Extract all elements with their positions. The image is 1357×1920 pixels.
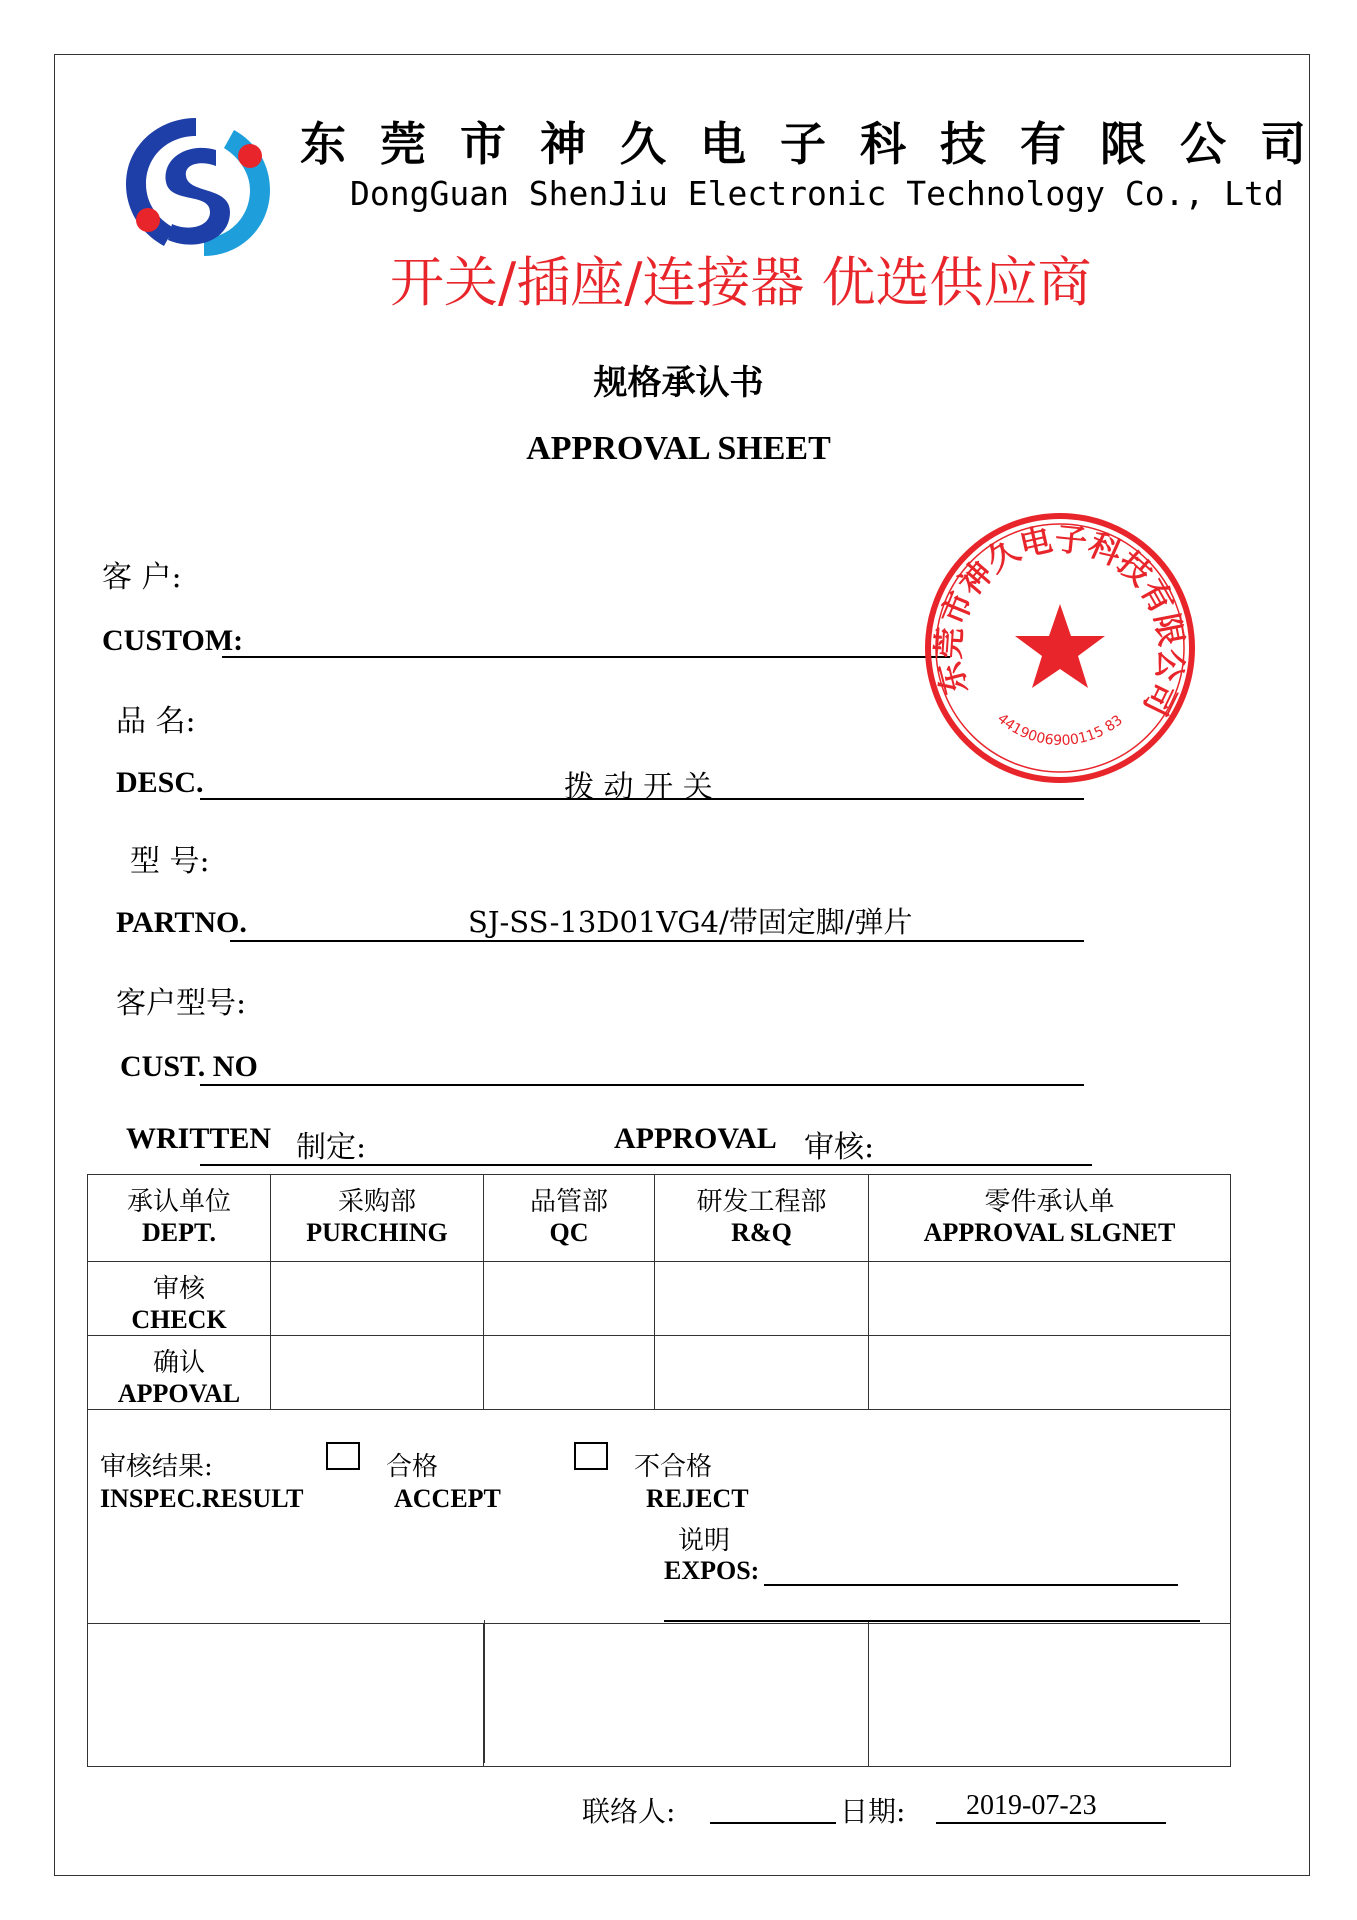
written-label-en: WRITTEN xyxy=(126,1122,272,1155)
slogan: 开关/插座/连接器 优选供应商 xyxy=(390,251,1092,314)
explain-label-en: EXPOS: xyxy=(664,1556,760,1585)
desc-label-en: DESC. xyxy=(116,766,204,799)
customer-label-en: CUSTOM: xyxy=(102,624,244,657)
seal-text: 东莞市神久电子科技有限公司 xyxy=(929,519,1191,722)
approval-label-cn: 审核: xyxy=(804,1130,875,1165)
date-label: 日期: xyxy=(840,1795,906,1828)
custno-label-cn: 客户型号: xyxy=(116,986,247,1021)
custno-line xyxy=(200,1084,1084,1086)
row-approval-label: 确认 APPOVAL xyxy=(88,1336,271,1410)
approval-approval-cell[interactable] xyxy=(869,1336,1231,1410)
signature-row xyxy=(88,1624,1231,1767)
accept-checkbox[interactable] xyxy=(326,1442,360,1470)
document-title-en: APPROVAL SHEET xyxy=(526,430,831,467)
contact-label: 联络人: xyxy=(582,1795,676,1828)
document-title-cn: 规格承认书 xyxy=(593,363,764,403)
signature-cell-1[interactable] xyxy=(88,1624,484,1767)
approval-rnq-cell[interactable] xyxy=(655,1336,869,1410)
company-name-cn: 东莞市神久电子科技有限公司 xyxy=(300,117,1340,171)
result-label-en: INSPEC.RESULT xyxy=(100,1484,304,1513)
part-label-en: PARTNO. xyxy=(116,906,247,939)
date-line[interactable] xyxy=(936,1822,1166,1824)
part-label-cn: 型 号: xyxy=(130,844,210,879)
customer-line xyxy=(222,656,950,658)
signature-cell-2[interactable] xyxy=(484,1624,869,1767)
table-row xyxy=(88,1262,1231,1336)
svg-text:4419006900115 83 xyxy=(994,711,1126,749)
header-approval-slgnet: 零件承认单 APPROVAL SLGNET xyxy=(869,1175,1231,1262)
reject-label-en: REJECT xyxy=(646,1484,749,1513)
approval-purching-cell[interactable] xyxy=(271,1336,484,1410)
reject-label-cn: 不合格 xyxy=(634,1452,713,1482)
check-qc-cell[interactable] xyxy=(484,1262,655,1336)
signature-divider xyxy=(868,1620,869,1763)
signature-divider xyxy=(484,1620,485,1763)
custno-label-en: CUST. NO xyxy=(120,1050,258,1083)
written-line xyxy=(200,1164,1092,1166)
row-check-label: 审核 CHECK xyxy=(88,1262,271,1336)
contact-line[interactable] xyxy=(710,1822,836,1824)
table-row xyxy=(88,1336,1231,1410)
reject-checkbox[interactable] xyxy=(574,1442,608,1470)
approval-qc-cell[interactable] xyxy=(484,1336,655,1410)
check-rnq-cell[interactable] xyxy=(655,1262,869,1336)
result-cell xyxy=(88,1410,1231,1624)
approval-label-en: APPROVAL xyxy=(614,1122,777,1155)
header-dept: 承认单位 DEPT. xyxy=(88,1175,271,1262)
header-rnq: 研发工程部 R&Q xyxy=(655,1175,869,1262)
signature-cell-3[interactable] xyxy=(869,1624,1231,1767)
check-approval-cell[interactable] xyxy=(869,1262,1231,1336)
company-name-en: DongGuan ShenJiu Electronic Technology Co., Ltd xyxy=(350,174,1284,213)
table-header-row xyxy=(88,1175,1231,1262)
result-row xyxy=(88,1410,1231,1624)
company-seal xyxy=(920,508,1200,788)
explain-line-1[interactable] xyxy=(764,1584,1178,1586)
header-qc: 品管部 QC xyxy=(484,1175,655,1262)
company-logo xyxy=(118,112,278,262)
explain-line-2[interactable] xyxy=(664,1620,1200,1622)
part-value: SJ-SS-13D01VG4/带固定脚/弹片 xyxy=(468,905,913,939)
header-purching: 采购部 PURCHING xyxy=(271,1175,484,1262)
written-label-cn: 制定: xyxy=(296,1130,367,1165)
customer-label-cn: 客 户: xyxy=(102,560,182,595)
check-purching-cell[interactable] xyxy=(271,1262,484,1336)
date-value: 2019-07-23 xyxy=(966,1790,1097,1821)
desc-label-cn: 品 名: xyxy=(116,704,196,739)
result-label-cn: 审核结果: xyxy=(100,1452,213,1482)
explain-label-cn: 说明 xyxy=(678,1526,731,1556)
desc-value: 拨 动 开 关 xyxy=(564,770,713,805)
accept-label-cn: 合格 xyxy=(386,1452,439,1482)
accept-label-en: ACCEPT xyxy=(394,1484,501,1513)
seal-number: 4419006900115 83 xyxy=(994,710,1126,749)
